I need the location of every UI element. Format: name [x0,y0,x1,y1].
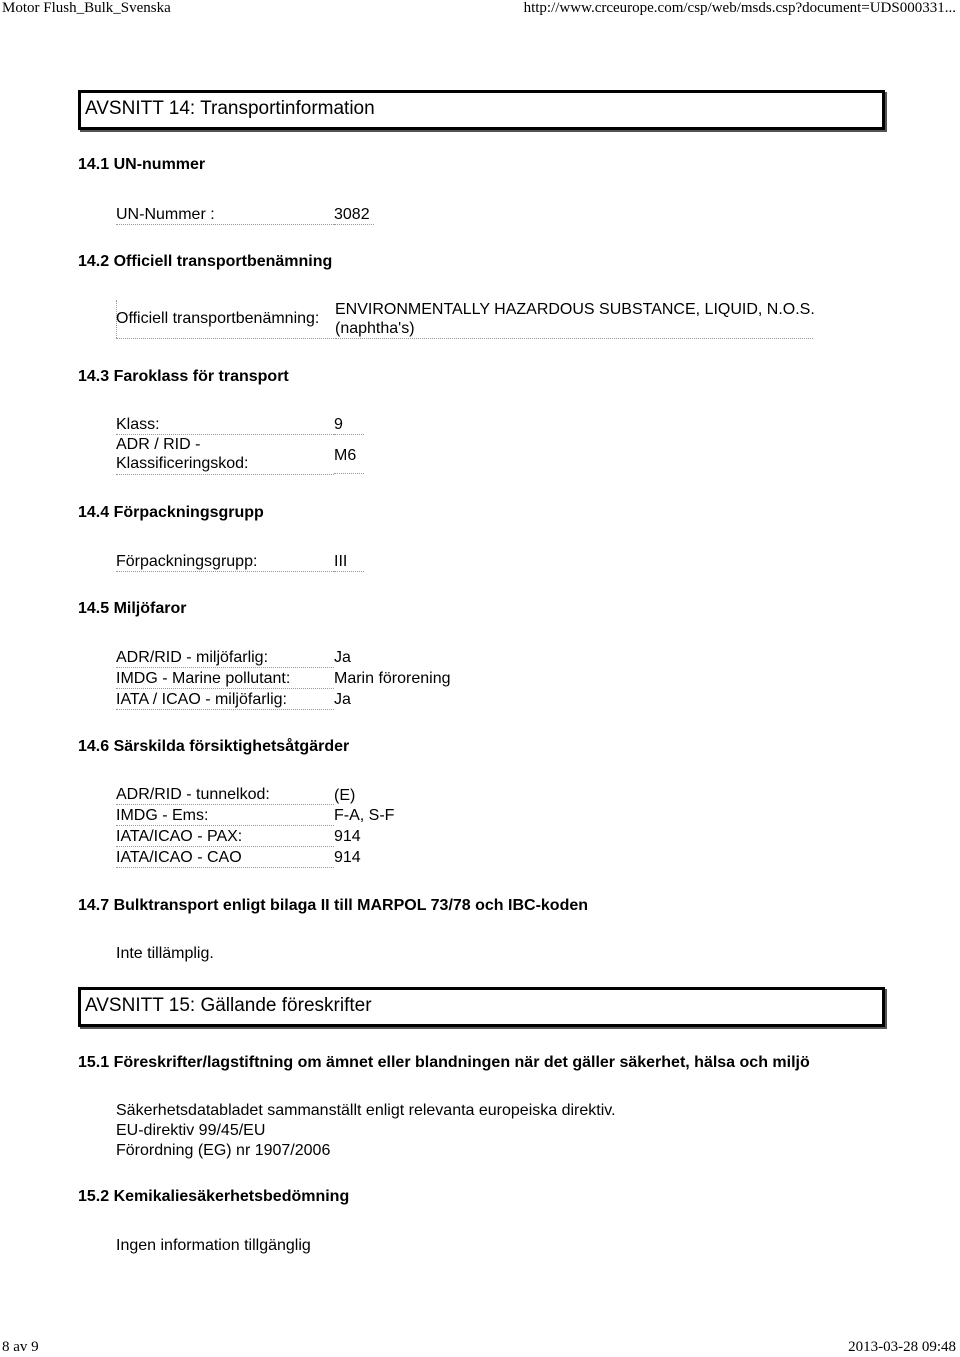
subsection-14-6-heading: 14.6 Särskilda försiktighetsåtgärder [78,738,350,755]
subsection-15-2-heading: 15.2 Kemikaliesäkerhetsbedömning [78,1188,350,1205]
section-15-title: AVSNITT 15: Gällande föreskrifter [85,995,372,1016]
tunnel-code-label: ADR/RID - tunnelkod: [116,786,334,805]
packing-group-label: Förpackningsgrupp: [116,553,334,572]
classification-code-label-line1: ADR / RID - [116,436,201,453]
imdg-ems-label: IMDG - Ems: [116,807,334,826]
env-hazard-imdg-value: Marin förorening [334,670,451,687]
tunnel-code-value: (E) [334,787,356,804]
packing-group-value: III [334,553,364,572]
iata-cao-value: 914 [334,849,361,866]
env-hazard-iata-value: Ja [334,691,351,708]
subsection-14-3-heading: 14.3 Faroklass för transport [78,368,289,385]
subsection-14-2-heading: 14.2 Officiell transportbenämning [78,253,333,270]
subsection-14-4-heading: 14.4 Förpackningsgrupp [78,504,264,521]
classification-code-label-line2: Klassificeringskod: [116,455,249,472]
shipping-name-label: Officiell transportbenämning: [116,310,320,327]
subsection-14-1-heading: 14.1 UN-nummer [78,156,206,173]
un-number-label: UN-Nummer : [116,206,334,225]
regulation-line-2: EU-direktiv 99/45/EU [116,1122,266,1139]
chemical-safety-text: Ingen information tillgänglig [116,1237,311,1254]
print-footer-datetime: 2013-03-28 09:48 [848,1339,956,1355]
iata-cao-label: IATA/ICAO - CAO [116,849,334,868]
regulation-line-1: Säkerhetsdatabladet sammanställt enligt relevanta europeiska direktiv. [116,1102,616,1119]
un-number-value: 3082 [334,206,374,225]
section-14-title: AVSNITT 14: Transportinformation [85,98,375,119]
section-15-title-box [78,987,885,1027]
bulk-transport-text: Inte tillämplig. [116,945,214,962]
class-value: 9 [334,416,364,435]
env-hazard-adr-value: Ja [334,649,351,666]
env-hazard-imdg-label: IMDG - Marine pollutant: [116,670,334,689]
shipping-name-value-line2: (naphtha's) [335,320,813,339]
classification-code-value: M6 [334,447,364,474]
iata-pax-value: 914 [334,828,361,845]
section-14-title-box [78,90,885,130]
print-header-url: http://www.crceurope.com/csp/web/msds.csp?document=UDS000331... [523,0,956,16]
print-header-title: Motor Flush_Bulk_Svenska [2,0,171,16]
subsection-14-5-heading: 14.5 Miljöfaror [78,600,187,617]
regulation-line-3: Förordning (EG) nr 1907/2006 [116,1142,331,1159]
env-hazard-adr-label: ADR/RID - miljöfarlig: [116,649,334,668]
print-footer-page: 8 av 9 [2,1339,39,1355]
env-hazard-iata-label: IATA / ICAO - miljöfarlig: [116,691,334,710]
class-label: Klass: [116,416,334,435]
imdg-ems-value: F-A, S-F [334,807,395,824]
iata-pax-label: IATA/ICAO - PAX: [116,828,334,847]
subsection-15-1-heading: 15.1 Föreskrifter/lagstiftning om ämnet eller blandningen när det gäller säkerhet, hälsa och miljö [78,1054,810,1071]
shipping-name-value-line1: ENVIRONMENTALLY HAZARDOUS SUBSTANCE, LIQUID, N.O.S. [335,301,815,318]
subsection-14-7-heading: 14.7 Bulktransport enligt bilaga II till MARPOL 73/78 och IBC-koden [78,897,589,914]
